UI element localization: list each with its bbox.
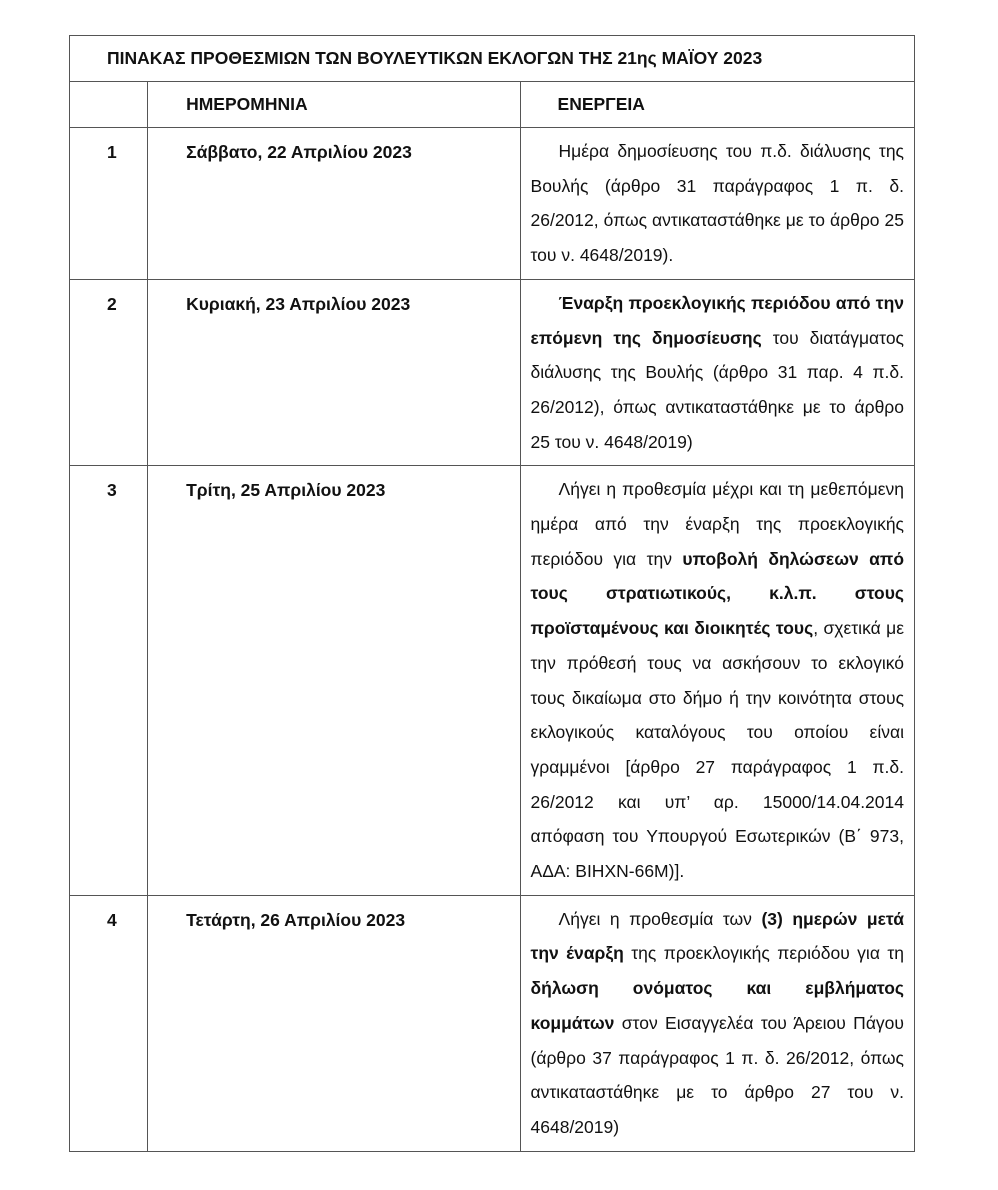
title-row (70, 36, 915, 82)
row-date: Τετάρτη, 26 Απριλίου 2023 (148, 895, 520, 1151)
action-text: στον Εισαγγελέα του Άρειου Πάγου (άρθρο 37 παράγραφος 1 π. δ. 26/2012, όπως αντικαταστάθηκε με το άρθρο 27 του ν. 4648/2019) (530, 1012, 904, 1137)
table-row (70, 128, 915, 280)
row-number: 4 (70, 895, 148, 1151)
table-row (70, 466, 915, 895)
action-text-bold: (3) ημερών μετά την έναρξη (530, 908, 904, 964)
table-title: ΠΙΝΑΚΑΣ ΠΡΟΘΕΣΜΙΩΝ ΤΩΝ ΒΟΥΛΕΥΤΙΚΩΝ ΕΚΛΟΓΩΝ ΤΗΣ 21ης ΜΑΪΟΥ 2023 (70, 36, 915, 82)
action-text-bold: δήλωση ονόματος και εμβλήματος κομμάτων (530, 978, 904, 1033)
header-action: ΕΝΕΡΓΕΙΑ (520, 82, 914, 128)
header-row (70, 82, 915, 128)
row-date: Σάββατο, 22 Απριλίου 2023 (148, 128, 520, 280)
row-number: 1 (70, 128, 148, 280)
row-number: 2 (70, 279, 148, 466)
action-text: Λήγει η προθεσμία των (558, 908, 762, 929)
row-date: Κυριακή, 23 Απριλίου 2023 (148, 279, 520, 466)
row-number: 3 (70, 466, 148, 895)
table-row (70, 895, 915, 1151)
action-text-bold: Έναρξη προεκλογικής περιόδου από την επόμενη της δημοσίευσης (530, 292, 904, 348)
row-action (520, 279, 914, 466)
row-action (520, 466, 914, 895)
row-action (520, 895, 914, 1151)
action-text: της προεκλογικής περιόδου για τη (623, 943, 904, 964)
header-date: ΗΜΕΡΟΜΗΝΙΑ (148, 82, 520, 128)
action-text: του διατάγματος διάλυσης της Βουλής (άρθρο 31 παρ. 4 π.δ. 26/2012), όπως αντικαταστάθηκε με το άρθρο 25 του ν. 4648/2019) (530, 327, 904, 452)
action-text: Λήγει η προθεσμία μέχρι και τη μεθεπόμενη ημέρα από την έναρξη της προεκλογικής περιόδου για την (530, 479, 904, 569)
header-num (70, 82, 148, 128)
action-text: , σχετικά με την πρόθεσή τους να ασκήσουν το εκλογικό τους δικαίωμα στο δήμο ή την κοινότητα στους εκλογικούς καταλόγους του οποίου είναι γραμμένοι [άρθρο 27 παράγραφος 1 π.δ. 26/2012 και υπ’ αρ. 15000/14.04.2014 απόφαση του Υπουργού Εσωτερικών (Β΄ 973, ΑΔΑ: ΒΙΗΧΝ-66Μ)]. (530, 618, 904, 882)
action-text: Ημέρα δημοσίευσης του π.δ. διάλυσης της Βουλής (άρθρο 31 παράγραφος 1 π. δ. 26/2012, όπως αντικαταστάθηκε με το άρθρο 25 του ν. 4648/2019). (530, 141, 904, 266)
row-action (520, 128, 914, 280)
deadlines-table (69, 35, 915, 1152)
table-row (70, 279, 915, 466)
action-text-bold: υποβολή δηλώσεων από τους στρατιωτικούς, κ.λ.π. στους προϊσταμένους και διοικητές τους (530, 548, 905, 639)
row-date: Τρίτη, 25 Απριλίου 2023 (148, 466, 520, 895)
